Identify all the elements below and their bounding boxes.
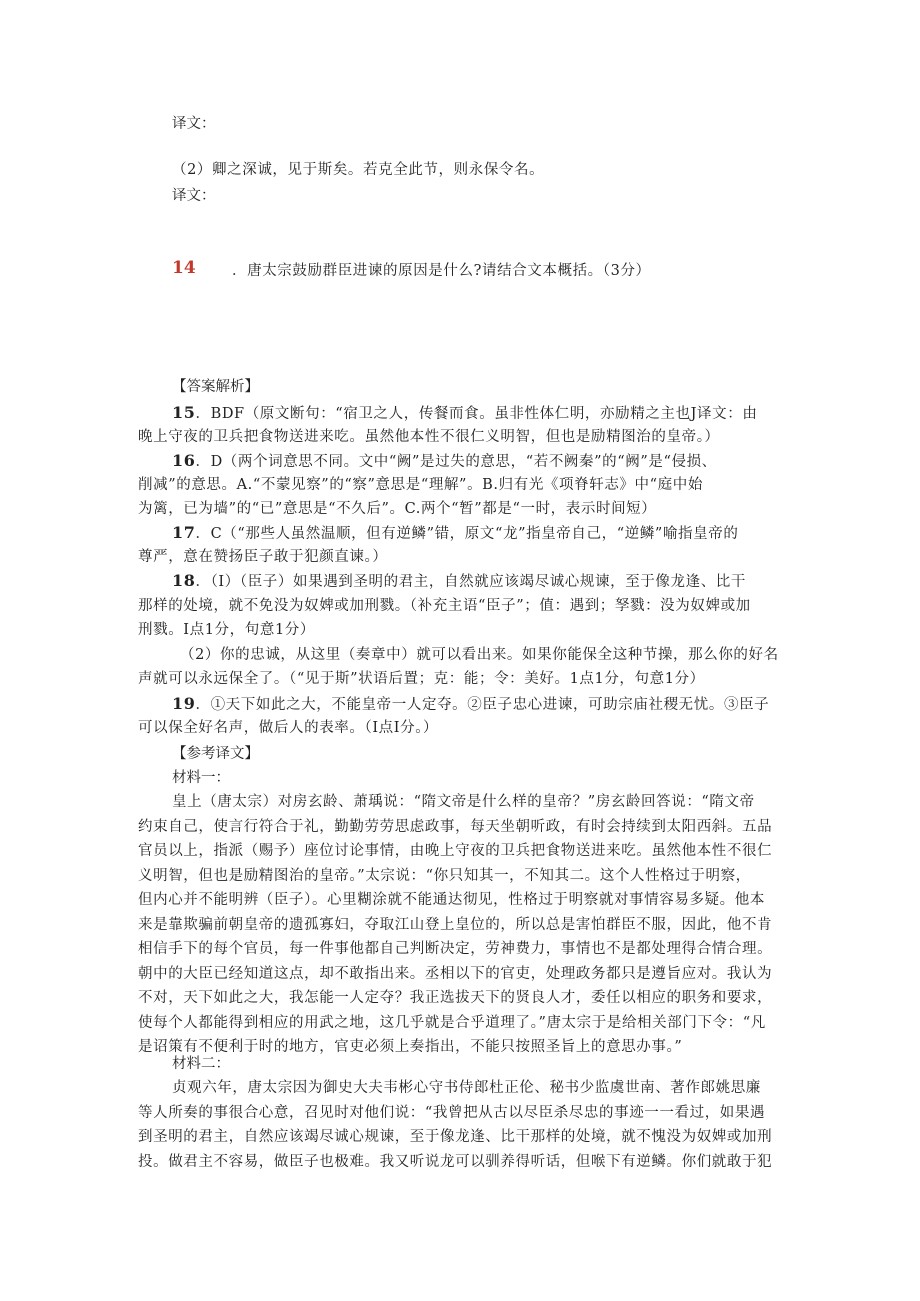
question-sentence-2: （2）卿之深诚，见于斯矣。若克全此节，则永保令名。 xyxy=(172,162,545,178)
answer-number: 19 xyxy=(172,694,196,713)
translation-line: 贞观六年，唐太宗因为御史大夫韦彬心守书侍郎杜正伦、秘书少监虞世南、著作郎姚思廉 xyxy=(172,1080,761,1096)
answer-number: 17 xyxy=(172,523,196,542)
answer-text: 晚上守夜的卫兵把食物送进来吃。虽然他本性不很仁义明智，但也是励精图治的皇帝。） xyxy=(138,429,720,445)
answer-line xyxy=(172,569,822,594)
translation-line: 相信手下的每个官员，每一件事他都自己判断决定，劳神费力，事情也不是都处理得合情合理。 xyxy=(138,941,773,957)
answer-line xyxy=(138,545,788,569)
material-two-label: 材料二： xyxy=(172,1056,230,1072)
answer-line xyxy=(138,667,788,691)
answer-number: 18 xyxy=(172,571,196,590)
answer-line xyxy=(172,401,822,426)
translation-line: 义明智，但也是励精图治的皇帝。”太宗说：“你只知其一，不知其二。这个人性格过于明察， xyxy=(138,867,751,884)
answer-text: ．①天下如此之大，不能皇帝一人定夺。②臣子忠心进谏，可助宗庙社稷无忧。③臣子 xyxy=(195,697,770,713)
translation-line: 来是靠欺骗前朝皇帝的遗孤寡妇，夺取江山登上皇位的，所以总是害怕群臣不服，因此，他不肯 xyxy=(138,916,773,933)
translation-line: 投。做君主不容易，做臣子也极难。我又听说龙可以驯养得听话，但喉下有逆鳞。你们就敢于犯 xyxy=(138,1153,773,1170)
answer-line xyxy=(172,692,822,717)
answer-text: ．BDF（原文断句：“宿卫之人，传餐而食。虽非性体仁明，亦励精之主也J译文：由 xyxy=(195,406,758,422)
translation-line: 但内心并不能明辨（臣子）。心里糊涂就不能通达彻见，性格过于明察就对事情容易多疑。他本 xyxy=(138,892,765,908)
answer-number: 16 xyxy=(172,451,196,470)
answer-text: ．C（“那些人虽然温顺，但有逆鳞”错，原文“龙”指皇帝自己，“逆鳞”喻指皇帝的 xyxy=(195,526,739,542)
answer-line xyxy=(172,449,822,474)
answer-text: （2）你的忠诚，从这里（奏章中）就可以看出来。如果你能保全这种节操，那么你的好名 xyxy=(180,647,779,663)
question-14-number: 14 xyxy=(172,258,196,278)
answer-line xyxy=(138,473,788,497)
material-one-label: 材料一： xyxy=(172,770,230,786)
answer-text: ．D（两个词意思不同。文中“阙”是过失的意思，“若不阙秦”的“阙”是“侵损、 xyxy=(195,454,717,470)
reference-translation-header: 【参考译文】 xyxy=(172,746,259,762)
answer-line xyxy=(138,618,788,642)
translation-line: 使每个人都能得到相应的用武之地，这几乎就是合乎道理了。”唐太宗于是给相关部门下令：“凡 xyxy=(138,1014,766,1031)
translation-line: 皇上（唐太宗）对房玄龄、萧瑀说：“隋文帝是什么样的皇帝？”房玄龄回答说：“隋文帝 xyxy=(172,794,755,810)
answer-text: 为篱，已为墙”的“已”意思是“不久后”。C.两个“暂”都是“一时，表示时间短） xyxy=(138,501,657,517)
answer-text: 声就可以永远保全了。（“见于斯”状语后置；克：能；令：美好。1点1分，句意1分） xyxy=(138,671,705,687)
answer-text: 可以保全好名声，做后人的表率。（I点I分。） xyxy=(138,720,439,736)
translation-prompt-label-2: 译文： xyxy=(172,188,216,204)
answer-line xyxy=(138,716,788,740)
answer-number: 15 xyxy=(172,403,196,422)
translation-line: 约束自己，使言行符合于礼，勤勤劳劳思虑政事，每天坐朝听政，有时会持续到太阳西斜。五品 xyxy=(138,818,773,835)
question-14-text: ．唐太宗鼓励群臣进谏的原因是什么?请结合文本概括。（3分） xyxy=(232,263,651,279)
answer-line xyxy=(138,497,788,521)
answer-text: 尊严，意在赞扬臣子敢于犯颜直谏。） xyxy=(138,549,388,565)
translation-line: 官员以上，指派（赐予）座位讨论事情，由晚上守夜的卫兵把食物送进来吃。虽然他本性不很仁 xyxy=(138,843,773,859)
answer-text: 刑戮。I点1分，句意1分） xyxy=(138,622,315,638)
answer-line xyxy=(138,594,788,618)
answer-text: ．（I）（臣子）如果遇到圣明的君主，自然就应该竭尽诚心规谏，至于像龙逢、比干 xyxy=(195,574,746,590)
answer-line xyxy=(138,425,788,449)
answer-analysis-header: 【答案解析】 xyxy=(172,379,259,395)
answer-text: 那样的处境，就不免没为奴婢或加刑戮。（补充主语“臣子”；值：遇到；孥戮：没为奴婢或加 xyxy=(138,598,751,614)
translation-line: 朝中的大臣已经知道这点，却不敢指出来。丞相以下的官吏，处理政务都只是遵旨应对。我认为 xyxy=(138,965,773,982)
translation-prompt-label: 译文： xyxy=(172,116,216,132)
answer-line xyxy=(172,521,822,546)
answer-line xyxy=(180,643,830,667)
answer-text: 削减”的意思。A.“不蒙见察”的“察”意思是“理解”。B.归有光《项脊轩志》中“庭中始 xyxy=(138,477,703,493)
translation-line: 不对，天下如此之大，我怎能一人定夺？我正选拔天下的贤良人才，委任以相应的职务和要求， xyxy=(138,990,773,1006)
translation-line: 等人所奏的事很合心意，召见时对他们说：“我曾把从古以尽臣杀尽忠的事迹一一看过，如果遇 xyxy=(138,1104,766,1121)
translation-line: 是诏策有不便利于时的地方，官吏必须上奏指出，不能只按照圣旨上的意思办事。” xyxy=(138,1039,683,1055)
translation-line: 到圣明的君主，自然应该竭尽诚心规谏，至于像龙逢、比干那样的处境，就不愧没为奴婢或加刑 xyxy=(138,1129,773,1145)
